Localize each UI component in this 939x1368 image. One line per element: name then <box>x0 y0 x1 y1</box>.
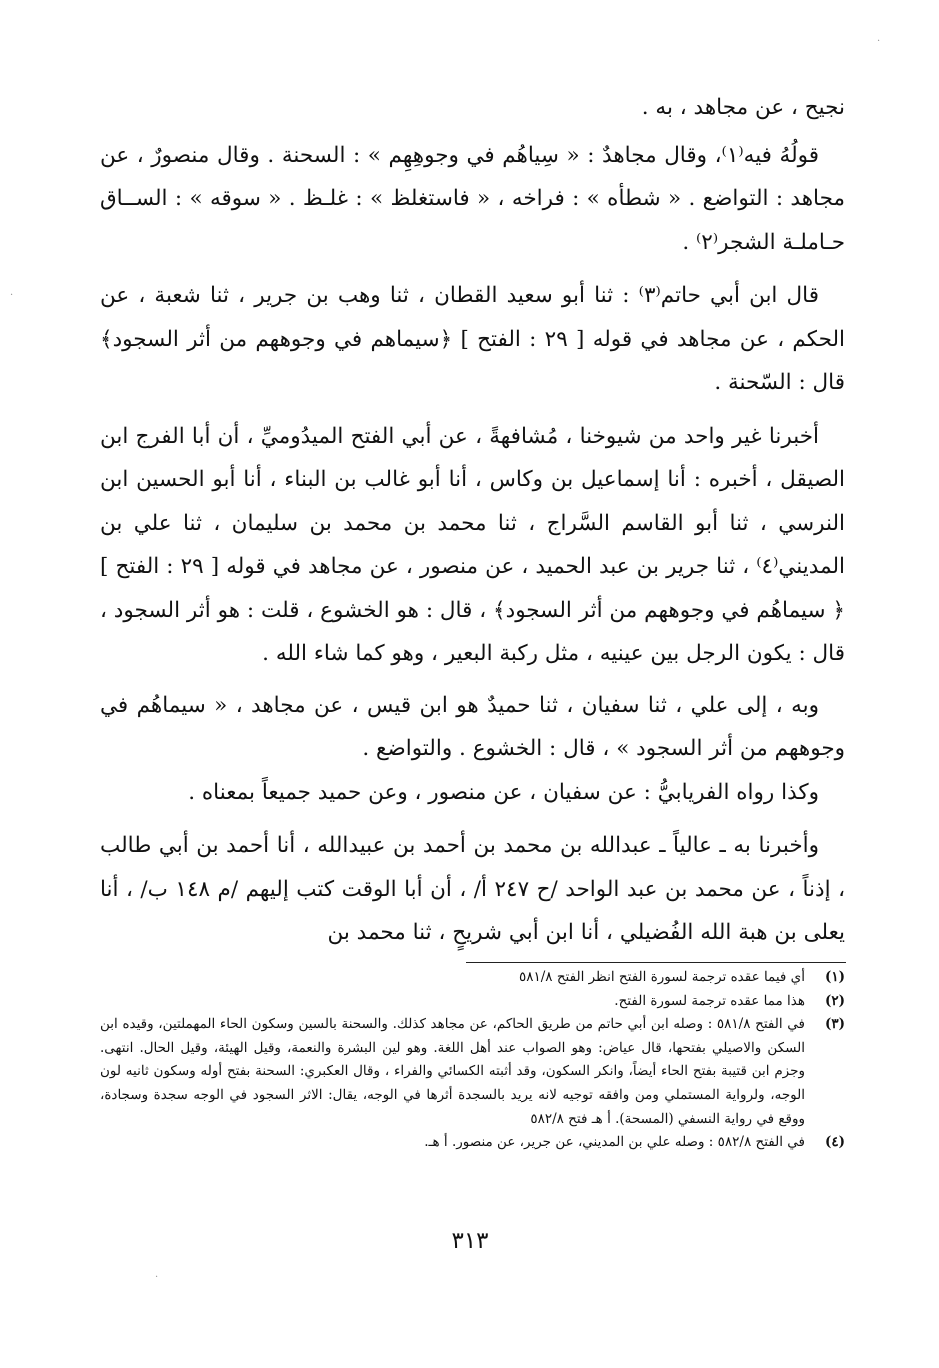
paragraph-2: قولُهُ فيه⁽١⁾، وقال مجاهدٌ : « سِياهُم في وجوهِهِم » : السحنة . وقال منصورٌ ، عن مجاهد : التواضع . « شطأه » : فراخه ، « فاستغلظ » : غلـظ . « سوقه » : الســاق حـاملـة الشجر⁽٢⁾ . <box>100 142 845 255</box>
scan-speck: · <box>155 1272 159 1283</box>
page-number: ٣١٣ <box>451 1228 489 1254</box>
main-text <box>100 86 845 955</box>
paragraph-7: وأخبرنا به ـ عالياً ـ عبدالله بن محمد بن أحمد بن عبيدالله ، أنا أحمد بن أبي طالب ، إذناً ، عن محمد بن عبد الواحد /ح ٢٤٧ أ/ ، أن أبا الوقت كتب إليهم /م ١٤٨ ب/ ، أنا يعلى بن هبة الله الفُضيلي ، أنا ابن أبي شريحٍ ، ثنا محمد بن <box>100 833 846 945</box>
footnote-text: في الفتح ٥٨٢/٨ : وصله علي بن المديني، عن جرير، عن منصور. أ هـ. <box>424 1134 805 1151</box>
footnote-text: هذا مما عقده ترجمة لسورة الفتح. <box>614 992 805 1009</box>
paragraph-1: نجيح ، عن مجاهد ، به . <box>641 95 845 120</box>
footnote-item <box>100 990 845 1014</box>
paragraph-4: أخبرنا غير واحد من شيوخنا ، مُشافهةً ، عن أبي الفتح الميدُوميِّ ، أن أبا الفرج ابن الصيقل ، أخبره : أنا إسماعيل بن وكاس ، أنا أبو غالب بن البناء ، أنا أبو الحسين ابن النرسي ، ثنا أبو القاسم السَّراج ، ثنا محمد بن محمد بن سليمان ، ثنا علي بن المديني⁽٤⁾ ، ثنا جرير بن عبد الحميد ، عن منصور ، عن مجاهد في قوله [ ٢٩ : الفتح ] ﴿ سيماهُم في وجوههم من أثر السجود﴾ ، قال : هو الخشوع ، قلت : هو أثر السجود ، قال : يكون الرجل بين عينيه ، مثل ركبة البعير ، وهو كما شاء الله . <box>100 423 846 666</box>
footnotes <box>100 966 845 1155</box>
scan-speck: · <box>10 290 14 301</box>
footnote-number: (١) <box>824 969 845 985</box>
footnote-item <box>100 1013 845 1131</box>
footnote-number: (٢) <box>824 992 845 1009</box>
footnote-text: أي فيما عقده ترجمة لسورة الفتح انظر الفتح ٥٨١/٨ <box>518 969 805 985</box>
paragraph-5: وبه ، إلى علي ، ثنا سفيان ، ثنا حميدٌ هو ابن قيس ، عن مجاهد ، « سيماهُم في وجوههم من أثر السجود » ، قال : الخشوع . والتواضع . <box>100 692 845 761</box>
footnote-text: في الفتح ٥٨١/٨ : وصله ابن أبي حاتم من طريق الحاكم، عن مجاهد كذلك. والسحنة بالسين وسكون الحاء المهملتين، وقيده ابن السكن والاصيلي بفتحها، قال عياض: وهو الصواب عند أهل اللغة. وهو لين البشرة والنعمة، وقيل الهيئة، وقيل الحال. انتهى. وجزم ابن قتيبة بفتح الحاء أيضاً، وانكر السكون، وقد أثبته الكسائي والفراء ، وقال العكبري: السحنة بفتح أوله وسكون ثانيه لون الوجه، ولرواية المستملي ومن وافقه توجيه لانه يريد بالسجدة أثرها في الوجه، يقال: الاثر السجود في الوجه سجدة وسجادة، ووقع في رواية النسفي (المسحة). أ هـ فتح ٥٨٢/٨ <box>100 1016 805 1127</box>
paragraph-6: وكذا رواه الفريابيُّ : عن سفيان ، عن منصور ، وعن حميد جميعاً بمعناه . <box>188 779 819 805</box>
footnote-number: (٣) <box>824 1016 845 1033</box>
footnote-item <box>100 1131 845 1155</box>
scan-speck: · <box>877 36 881 47</box>
paragraph-3: قال ابن أبي حاتم⁽٣⁾ : ثنا أبو سعيد القطان ، ثنا وهب بن جرير ، ثنا شعبة ، عن الحكم ، عن مجاهد في قوله [ ٢٩ : الفتح ] ﴿سيماهم في وجوههم من أثر السجود﴾ قال : السّحنة . <box>100 283 845 395</box>
footnote-item <box>100 966 845 990</box>
footnote-divider <box>466 962 846 963</box>
footnote-number: (٤) <box>824 1134 845 1151</box>
